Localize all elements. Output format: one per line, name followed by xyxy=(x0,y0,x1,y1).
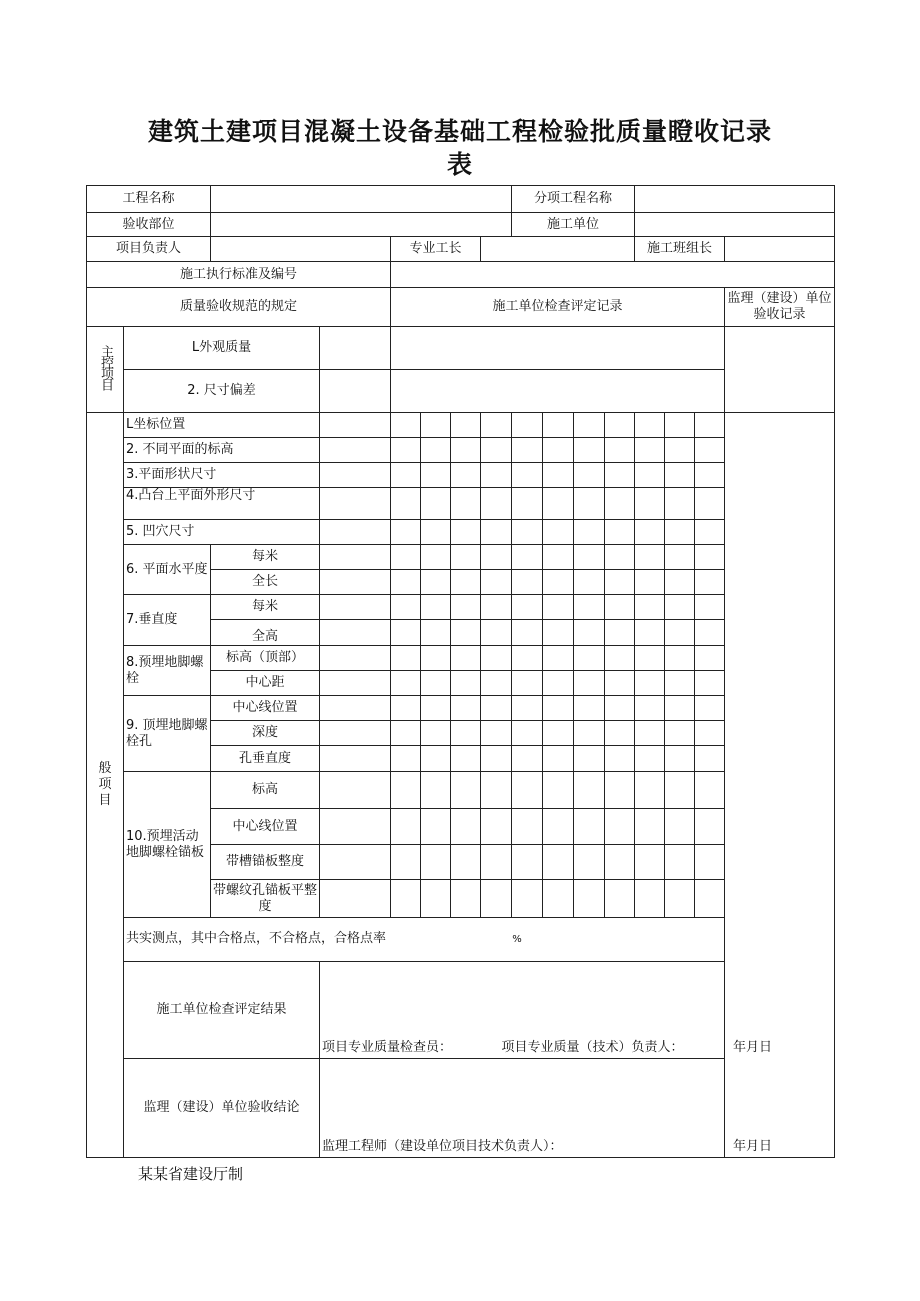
general-cell[interactable] xyxy=(481,413,512,438)
general-cell[interactable] xyxy=(391,570,421,595)
general-cell[interactable] xyxy=(320,463,391,488)
general-cell[interactable] xyxy=(543,488,574,520)
general-cell[interactable] xyxy=(635,845,665,880)
general-cell[interactable] xyxy=(605,696,635,721)
general-cell[interactable] xyxy=(421,595,451,620)
main-control-label: 主控项目 xyxy=(98,345,113,389)
general-cell[interactable] xyxy=(574,438,605,463)
general-cell[interactable] xyxy=(695,845,725,880)
general-cell[interactable] xyxy=(320,721,391,746)
general-cell[interactable] xyxy=(635,696,665,721)
general-cell[interactable] xyxy=(605,845,635,880)
general-cell[interactable] xyxy=(451,570,481,595)
general-cell[interactable] xyxy=(391,595,421,620)
general-cell[interactable] xyxy=(391,545,421,570)
general-cell[interactable] xyxy=(665,772,695,809)
general-item-2: 2. 不同平面的标高 xyxy=(124,438,320,463)
general-cell[interactable] xyxy=(543,545,574,570)
spec-column-header: 质量验收规范的规定 xyxy=(87,288,391,327)
general-cell[interactable] xyxy=(512,696,543,721)
foreman-value[interactable] xyxy=(481,237,635,262)
general-cell[interactable] xyxy=(481,545,512,570)
general-cell[interactable] xyxy=(543,520,574,545)
general-cell[interactable] xyxy=(665,696,695,721)
general-cell[interactable] xyxy=(695,545,725,570)
general-cell[interactable] xyxy=(574,696,605,721)
general-cell[interactable] xyxy=(421,746,451,772)
acceptance-part-value[interactable] xyxy=(211,213,512,237)
general-cell[interactable] xyxy=(695,646,725,671)
supervision-engineer-label: 监理工程师（建设单位项目技术负责人）： xyxy=(322,1139,563,1154)
general-cell[interactable] xyxy=(451,696,481,721)
general-cell[interactable] xyxy=(574,809,605,845)
general-cell[interactable] xyxy=(543,696,574,721)
general-cell[interactable] xyxy=(320,488,391,520)
general-cell[interactable] xyxy=(481,620,512,646)
general-cell[interactable] xyxy=(421,646,451,671)
general-cell[interactable] xyxy=(512,545,543,570)
general-cell[interactable] xyxy=(451,671,481,696)
general-cell[interactable] xyxy=(421,488,451,520)
general-cell[interactable] xyxy=(512,438,543,463)
general-cell[interactable] xyxy=(512,520,543,545)
general-cell[interactable] xyxy=(451,620,481,646)
general-cell[interactable] xyxy=(574,772,605,809)
general-item-7-a: 每米 xyxy=(211,595,320,620)
general-cell[interactable] xyxy=(543,880,574,918)
general-cell[interactable] xyxy=(574,620,605,646)
general-cell[interactable] xyxy=(665,746,695,772)
general-cell[interactable] xyxy=(574,845,605,880)
construction-signature-row xyxy=(322,1040,832,1056)
general-cell[interactable] xyxy=(481,463,512,488)
general-cell[interactable] xyxy=(574,520,605,545)
general-cell[interactable] xyxy=(543,746,574,772)
general-cell[interactable] xyxy=(635,545,665,570)
general-cell[interactable] xyxy=(605,809,635,845)
general-cell[interactable] xyxy=(320,809,391,845)
general-cell[interactable] xyxy=(543,570,574,595)
general-cell[interactable] xyxy=(481,488,512,520)
general-cell[interactable] xyxy=(421,438,451,463)
general-cell[interactable] xyxy=(320,671,391,696)
general-cell[interactable] xyxy=(605,570,635,595)
general-cell[interactable] xyxy=(543,772,574,809)
general-cell[interactable] xyxy=(695,570,725,595)
general-cell[interactable] xyxy=(481,721,512,746)
construction-unit-label: 施工单位 xyxy=(512,213,635,237)
general-cell[interactable] xyxy=(605,772,635,809)
general-cell[interactable] xyxy=(481,570,512,595)
general-item-9-a: 中心线位置 xyxy=(211,696,320,721)
general-cell[interactable] xyxy=(605,646,635,671)
general-cell[interactable] xyxy=(421,809,451,845)
general-cell[interactable] xyxy=(512,845,543,880)
general-cell[interactable] xyxy=(574,880,605,918)
general-cell[interactable] xyxy=(512,646,543,671)
general-cell[interactable] xyxy=(665,488,695,520)
general-cell[interactable] xyxy=(665,413,695,438)
general-cell[interactable] xyxy=(605,488,635,520)
general-cell[interactable] xyxy=(665,570,695,595)
general-item-9: 9. 顶埋地脚螺栓孔 xyxy=(124,696,211,772)
main-control-item-1-record[interactable] xyxy=(391,327,725,370)
supervision-column-header: 监理（建设）单位验收记录 xyxy=(725,288,835,327)
general-cell[interactable] xyxy=(695,595,725,620)
general-cell[interactable] xyxy=(665,809,695,845)
technical-lead-label: 项目专业质量（技术）负责人： xyxy=(501,1040,684,1055)
general-cell[interactable] xyxy=(574,595,605,620)
general-cell[interactable] xyxy=(574,463,605,488)
general-item-5: 5. 凹穴尺寸 xyxy=(124,520,320,545)
inspection-column-header: 施工单位检查评定记录 xyxy=(391,288,725,327)
general-item-7-b: 全高 xyxy=(211,620,320,646)
general-cell[interactable] xyxy=(543,646,574,671)
acceptance-part-label: 验收部位 xyxy=(87,213,211,237)
construction-date-label: 年月日 xyxy=(733,1040,773,1055)
general-cell[interactable] xyxy=(481,595,512,620)
general-cell[interactable] xyxy=(665,620,695,646)
general-cell[interactable] xyxy=(543,845,574,880)
general-cell[interactable] xyxy=(320,620,391,646)
general-cell[interactable] xyxy=(665,463,695,488)
general-cell[interactable] xyxy=(605,620,635,646)
general-cell[interactable] xyxy=(574,746,605,772)
general-cell[interactable] xyxy=(665,721,695,746)
general-cell[interactable] xyxy=(320,845,391,880)
general-cell[interactable] xyxy=(574,570,605,595)
general-cell[interactable] xyxy=(512,595,543,620)
acceptance-record-table xyxy=(86,185,835,1158)
general-cell[interactable] xyxy=(320,880,391,918)
main-control-item-1: L外观质量 xyxy=(124,327,320,370)
general-cell[interactable] xyxy=(451,746,481,772)
general-cell[interactable] xyxy=(481,696,512,721)
general-item-4: 4.凸台上平面外形尺寸 xyxy=(124,488,320,520)
general-cell[interactable] xyxy=(695,620,725,646)
general-cell[interactable] xyxy=(574,671,605,696)
general-cell[interactable] xyxy=(451,413,481,438)
general-cell[interactable] xyxy=(695,488,725,520)
general-cell[interactable] xyxy=(695,772,725,809)
project-manager-label: 项目负责人 xyxy=(87,237,211,262)
standard-value[interactable] xyxy=(391,262,835,288)
general-item-7: 7.垂直度 xyxy=(124,595,211,646)
general-cell[interactable] xyxy=(635,721,665,746)
construction-unit-value[interactable] xyxy=(635,213,835,237)
general-cell[interactable] xyxy=(543,438,574,463)
general-cell[interactable] xyxy=(695,809,725,845)
general-cell[interactable] xyxy=(695,671,725,696)
general-cell[interactable] xyxy=(391,671,421,696)
supervision-result-label: 监理（建设）单位验收结论 xyxy=(124,1059,320,1158)
general-cell[interactable] xyxy=(391,845,421,880)
general-cell[interactable] xyxy=(665,438,695,463)
general-cell[interactable] xyxy=(391,520,421,545)
general-item-8-b: 中心距 xyxy=(211,671,320,696)
general-cell[interactable] xyxy=(574,413,605,438)
general-cell[interactable] xyxy=(574,646,605,671)
general-cell[interactable] xyxy=(605,595,635,620)
general-cell[interactable] xyxy=(481,746,512,772)
general-cell[interactable] xyxy=(635,671,665,696)
general-cell[interactable] xyxy=(421,520,451,545)
general-cell[interactable] xyxy=(512,413,543,438)
general-cell[interactable] xyxy=(635,438,665,463)
general-cell[interactable] xyxy=(421,620,451,646)
general-cell[interactable] xyxy=(605,671,635,696)
general-cell[interactable] xyxy=(481,438,512,463)
general-cell[interactable] xyxy=(543,413,574,438)
general-cell[interactable] xyxy=(451,545,481,570)
general-cell[interactable] xyxy=(605,746,635,772)
general-cell[interactable] xyxy=(451,772,481,809)
general-cell[interactable] xyxy=(451,809,481,845)
general-item-6: 6. 平面水平度 xyxy=(124,545,211,595)
general-cell[interactable] xyxy=(481,809,512,845)
general-cell[interactable] xyxy=(391,646,421,671)
standard-label: 施工执行标准及编号 xyxy=(87,262,391,288)
general-cell[interactable] xyxy=(391,620,421,646)
form-title-line2: 表 xyxy=(446,150,473,179)
general-cell[interactable] xyxy=(635,463,665,488)
general-cell[interactable] xyxy=(695,721,725,746)
main-control-supervision[interactable] xyxy=(725,327,835,413)
general-item-10-a: 标高 xyxy=(211,772,320,809)
general-cell[interactable] xyxy=(451,520,481,545)
general-cell[interactable] xyxy=(605,880,635,918)
sub-project-name-value[interactable] xyxy=(635,186,835,213)
general-item-8-a: 标高（顶部） xyxy=(211,646,320,671)
project-name-value[interactable] xyxy=(211,186,512,213)
general-cell[interactable] xyxy=(421,772,451,809)
general-cell[interactable] xyxy=(635,772,665,809)
general-cell[interactable] xyxy=(665,646,695,671)
general-cell[interactable] xyxy=(543,671,574,696)
general-cell[interactable] xyxy=(391,746,421,772)
general-cell[interactable] xyxy=(391,721,421,746)
sub-project-name-label: 分项工程名称 xyxy=(512,186,635,213)
general-cell[interactable] xyxy=(605,721,635,746)
general-cell[interactable] xyxy=(605,545,635,570)
main-control-label-cell xyxy=(87,327,124,413)
general-item-8: 8.预埋地脚螺栓 xyxy=(124,646,211,696)
general-cell[interactable] xyxy=(543,620,574,646)
general-item-6-a: 每米 xyxy=(211,545,320,570)
general-cell[interactable] xyxy=(665,545,695,570)
general-cell[interactable] xyxy=(391,463,421,488)
general-cell[interactable] xyxy=(635,620,665,646)
general-item-6-b: 全长 xyxy=(211,570,320,595)
general-item-10-d: 带螺纹孔锚板平整度 xyxy=(211,880,320,918)
general-cell[interactable] xyxy=(665,595,695,620)
general-cell[interactable] xyxy=(512,772,543,809)
general-item-1: L坐标位置 xyxy=(124,413,320,438)
general-item-10: 10.预埋活动地脚螺栓锚板 xyxy=(124,772,211,918)
general-cell[interactable] xyxy=(695,438,725,463)
general-cell[interactable] xyxy=(320,520,391,545)
summary-text: 共实测点，其中合格点，不合格点，合格点率 xyxy=(126,931,387,946)
general-cell[interactable] xyxy=(512,671,543,696)
general-cell[interactable] xyxy=(574,545,605,570)
general-cell[interactable] xyxy=(512,721,543,746)
general-item-10-b: 中心线位置 xyxy=(211,809,320,845)
general-cell[interactable] xyxy=(665,880,695,918)
foreman-label: 专业工长 xyxy=(391,237,481,262)
general-cell[interactable] xyxy=(391,772,421,809)
general-cell[interactable] xyxy=(543,595,574,620)
general-cell[interactable] xyxy=(320,413,391,438)
general-cell[interactable] xyxy=(481,880,512,918)
general-cell[interactable] xyxy=(695,880,725,918)
general-cell[interactable] xyxy=(635,646,665,671)
general-label-1: 般 xyxy=(98,761,112,776)
general-cell[interactable] xyxy=(451,880,481,918)
general-item-10-c: 带槽锚板整度 xyxy=(211,845,320,880)
quality-inspector-label: 项目专业质量检查员： xyxy=(322,1040,453,1055)
general-cell[interactable] xyxy=(451,721,481,746)
general-cell[interactable] xyxy=(320,545,391,570)
general-cell[interactable] xyxy=(421,671,451,696)
main-control-item-2-record[interactable] xyxy=(391,370,725,413)
supervision-signature-row xyxy=(322,1139,832,1155)
general-cell[interactable] xyxy=(695,413,725,438)
general-cell[interactable] xyxy=(481,520,512,545)
general-cell[interactable] xyxy=(512,463,543,488)
general-cell[interactable] xyxy=(605,463,635,488)
general-cell[interactable] xyxy=(512,620,543,646)
general-cell[interactable] xyxy=(391,696,421,721)
general-label-3: 目 xyxy=(98,793,112,808)
general-cell[interactable] xyxy=(605,438,635,463)
general-cell[interactable] xyxy=(574,488,605,520)
general-cell[interactable] xyxy=(320,772,391,809)
general-cell[interactable] xyxy=(605,413,635,438)
general-cell[interactable] xyxy=(512,880,543,918)
construction-result-content[interactable] xyxy=(320,962,835,1059)
general-cell[interactable] xyxy=(451,595,481,620)
general-cell[interactable] xyxy=(320,646,391,671)
general-cell[interactable] xyxy=(421,545,451,570)
general-item-3: 3.平面形状尺寸 xyxy=(124,463,320,488)
general-cell[interactable] xyxy=(320,438,391,463)
general-cell[interactable] xyxy=(635,595,665,620)
general-cell[interactable] xyxy=(451,463,481,488)
general-cell[interactable] xyxy=(421,880,451,918)
general-cell[interactable] xyxy=(574,721,605,746)
general-item-9-b: 深度 xyxy=(211,721,320,746)
general-cell[interactable] xyxy=(605,520,635,545)
construction-result-label: 施工单位检查评定结果 xyxy=(124,962,320,1059)
general-cell[interactable] xyxy=(695,696,725,721)
general-cell[interactable] xyxy=(421,696,451,721)
summary-row xyxy=(124,918,835,962)
general-cell[interactable] xyxy=(391,809,421,845)
general-cell[interactable] xyxy=(665,520,695,545)
general-cell[interactable] xyxy=(543,463,574,488)
team-leader-label: 施工班组长 xyxy=(635,237,725,262)
form-title-line1: 建筑土建项目混凝土设备基础工程检验批质量瞪收记录 xyxy=(147,117,772,146)
general-cell[interactable] xyxy=(695,520,725,545)
general-cell[interactable] xyxy=(481,671,512,696)
general-cell[interactable] xyxy=(635,520,665,545)
general-cell[interactable] xyxy=(451,646,481,671)
general-cell[interactable] xyxy=(320,746,391,772)
general-cell[interactable] xyxy=(635,880,665,918)
general-cell[interactable] xyxy=(665,671,695,696)
general-cell[interactable] xyxy=(391,438,421,463)
project-name-label: 工程名称 xyxy=(87,186,211,213)
general-cell[interactable] xyxy=(481,646,512,671)
general-cell[interactable] xyxy=(451,845,481,880)
general-cell[interactable] xyxy=(512,809,543,845)
general-cell[interactable] xyxy=(391,413,421,438)
general-cell[interactable] xyxy=(695,463,725,488)
general-label-2: 项 xyxy=(98,777,112,792)
general-cell[interactable] xyxy=(543,721,574,746)
general-cell[interactable] xyxy=(451,488,481,520)
supervision-date-label: 年月日 xyxy=(733,1139,773,1154)
project-manager-value[interactable] xyxy=(211,237,391,262)
general-cell[interactable] xyxy=(421,845,451,880)
main-control-item-1-value[interactable] xyxy=(320,327,391,370)
general-cell[interactable] xyxy=(512,488,543,520)
general-item-9-c: 孔垂直度 xyxy=(211,746,320,772)
general-cell[interactable] xyxy=(635,746,665,772)
team-leader-value[interactable] xyxy=(725,237,835,262)
general-cell[interactable] xyxy=(635,488,665,520)
supervision-result-content[interactable] xyxy=(320,1059,835,1158)
general-cell[interactable] xyxy=(320,570,391,595)
issuer-footer: 某某省建设厅制 xyxy=(138,1165,244,1183)
general-cell[interactable] xyxy=(635,413,665,438)
main-control-item-2-value[interactable] xyxy=(320,370,391,413)
general-cell[interactable] xyxy=(695,746,725,772)
general-cell[interactable] xyxy=(635,809,665,845)
general-cell[interactable] xyxy=(421,413,451,438)
general-cell[interactable] xyxy=(421,570,451,595)
general-cell[interactable] xyxy=(391,880,421,918)
general-cell[interactable] xyxy=(543,809,574,845)
general-cell[interactable] xyxy=(451,438,481,463)
general-cell[interactable] xyxy=(512,570,543,595)
general-label-cell xyxy=(87,413,124,1158)
general-cell[interactable] xyxy=(481,772,512,809)
general-cell[interactable] xyxy=(481,845,512,880)
general-cell[interactable] xyxy=(320,696,391,721)
general-cell[interactable] xyxy=(665,845,695,880)
general-cell[interactable] xyxy=(421,721,451,746)
summary-percent: % xyxy=(512,934,522,945)
general-cell[interactable] xyxy=(320,595,391,620)
main-control-item-2: 2. 尺寸偏差 xyxy=(124,370,320,413)
general-cell[interactable] xyxy=(635,570,665,595)
general-cell[interactable] xyxy=(391,488,421,520)
general-cell[interactable] xyxy=(512,746,543,772)
general-cell[interactable] xyxy=(421,463,451,488)
